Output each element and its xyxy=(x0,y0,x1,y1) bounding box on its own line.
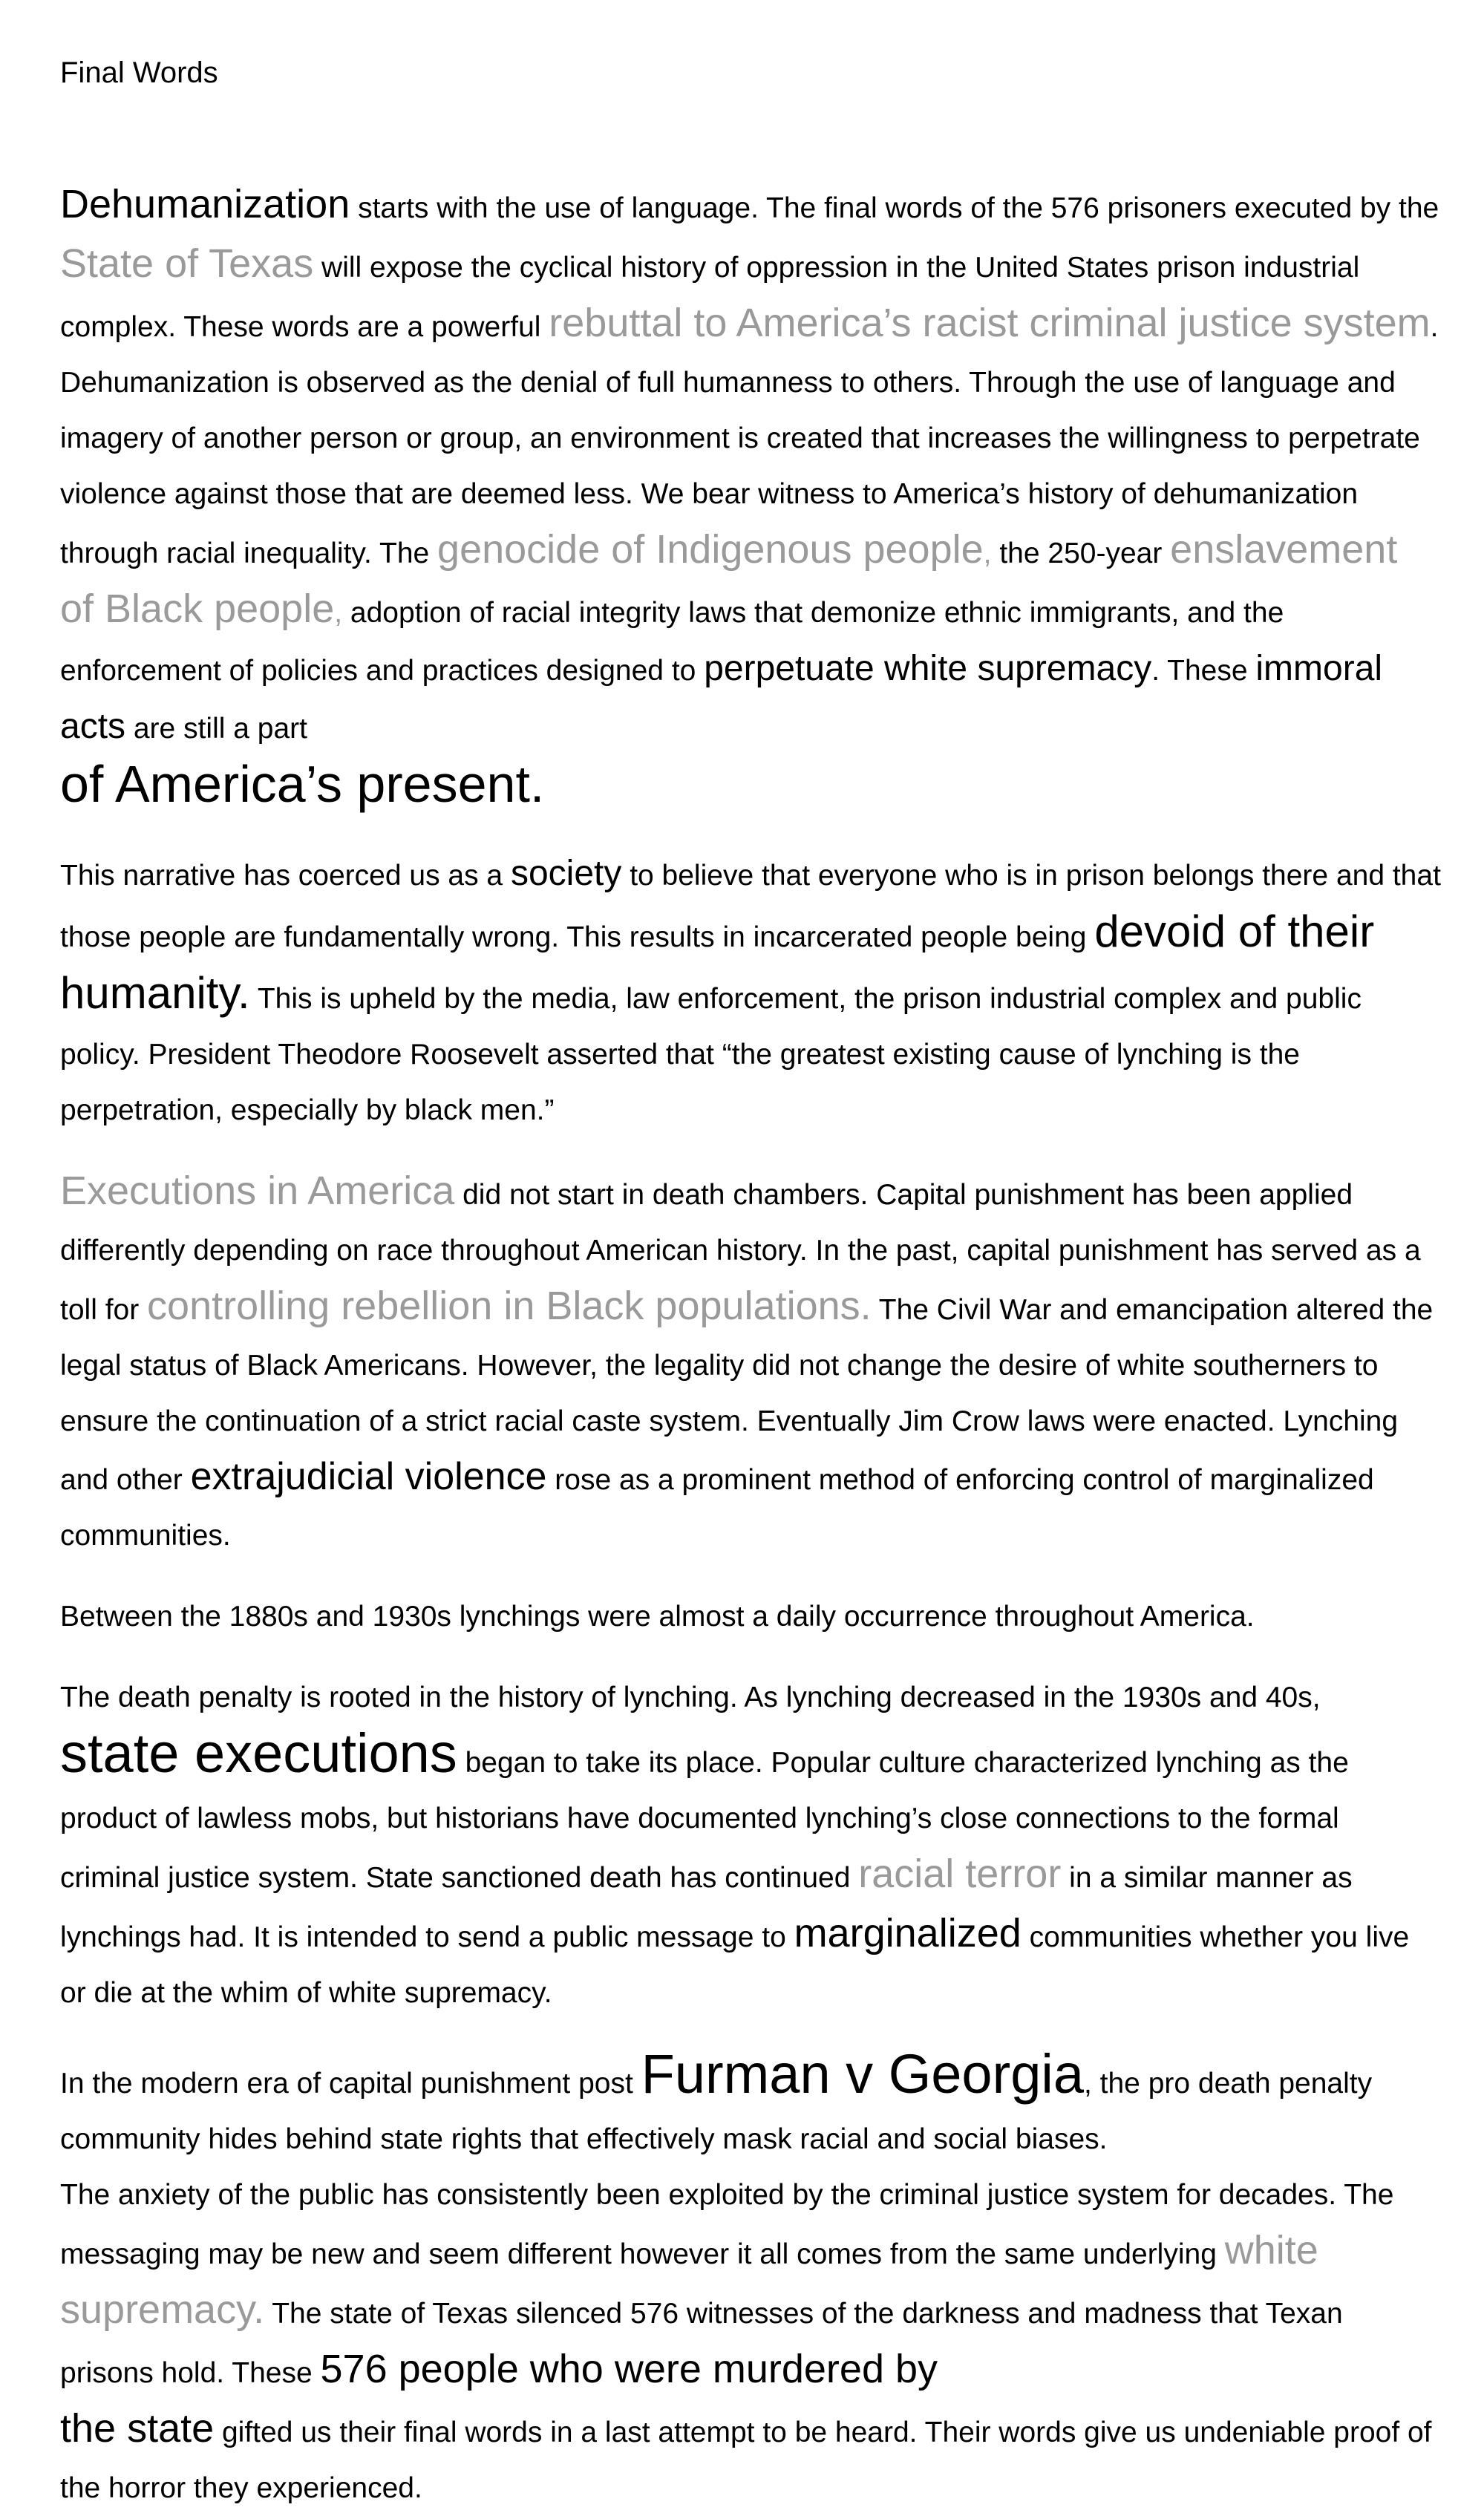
body-text-span: , the pro death penalty community hides behind state rights that effectively mask racial and social biases. xyxy=(60,2068,1373,2155)
essay-body xyxy=(60,177,1441,2516)
body-text-span: The death penalty is rooted in the history of lynching. As lynching decreased in the 1930s and 40s, xyxy=(60,1682,1321,1713)
emphasis-marginalized: marginalized xyxy=(794,1911,1022,1955)
emphasis-americas-present: of America’s present. xyxy=(60,755,545,813)
emphasis-state-executions: state executions xyxy=(60,1722,457,1784)
emphasis-extrajudicial-violence: extrajudicial violence xyxy=(190,1455,547,1498)
emphasis-executions-in-america: Executions in America xyxy=(60,1169,455,1213)
emphasis-white-supremacy: perpetuate white supremacy xyxy=(704,649,1152,688)
body-text-span: Between the 1880s and 1930s lynchings were almost a daily occurrence throughout America. xyxy=(60,1601,1255,1633)
body-text-span: In the modern era of capital punishment post xyxy=(60,2068,641,2100)
body-text-span: to believe that everyone who is in prison belongs there and that those people are fundamentally wrong. This results in incarcerated people being xyxy=(60,860,1441,953)
emphasis-devoid-of-humanity: devoid of their humanity. xyxy=(60,906,1375,1018)
page-title: Final Words xyxy=(60,56,218,89)
body-text-span: The anxiety of the public has consistently been exploited by the criminal justice system for decades. The messaging may be new and seem different however it all comes from the same underlying xyxy=(60,2179,1394,2270)
paragraph-executions xyxy=(60,1163,1441,1563)
punctuation-span: , xyxy=(334,597,343,629)
paragraph-society xyxy=(60,846,1441,1138)
emphasis-enslavement: enslavement of Black people xyxy=(60,527,1398,631)
emphasis-576-people: 576 people who were murdered by xyxy=(320,2347,938,2391)
body-text-span: The Civil War and emancipation altered the legal status of Black Americans. However, the legality did not change the desire of white southerners to ensure the continuation of a strict racial caste system. Eventually Jim Crow laws were enacted. Lynching and other xyxy=(60,1294,1434,1496)
emphasis-society: society xyxy=(510,854,622,893)
paragraph-death-penalty xyxy=(60,1670,1441,2021)
body-text-span: rose as a prominent method of enforcing control of marginalized communities. xyxy=(60,1464,1374,1552)
body-text-span: communities whether you live or die at the whim of white supremacy. xyxy=(60,1921,1410,2009)
body-text-span: did not start in death chambers. Capital punishment has been applied differently depending on race throughout American history. In the past, capital punishment has served as a toll for xyxy=(60,1179,1421,1326)
emphasis-white-supremacy-gray: white supremacy. xyxy=(60,2228,1318,2332)
paragraph-modern-era xyxy=(60,2043,1441,2167)
body-text-span: This narrative has coerced us as a xyxy=(60,860,511,892)
paragraph-lynchings xyxy=(60,1589,1441,1644)
body-text-span: The state of Texas silenced 576 witnesses of the darkness and madness that Texan prisons hold. These xyxy=(60,2298,1343,2389)
body-text-span: adoption of racial integrity laws that demonize ethnic immigrants, and the enforcement of policies and practices designed to xyxy=(60,597,1284,687)
emphasis-racist-justice-system: rebuttal to America’s racist criminal justice system xyxy=(549,301,1431,345)
body-text-span: starts with the use of language. The final words of the 576 prisoners executed by the xyxy=(350,192,1439,224)
emphasis-immoral-acts: immoral acts xyxy=(60,649,1383,746)
emphasis-furman-v-georgia: Furman v Georgia xyxy=(641,2043,1084,2105)
body-text-span: in a similar manner as lynchings had. It is intended to send a public message to xyxy=(60,1862,1353,1953)
body-text-span: . Dehumanization is observed as the denial of full humanness to others. Through the use of language and imagery of another person or group, an environment is created that increases the willingness to perpetrate violence against those that are deemed less. We bear witness to America’s history of dehumanization through racial inequality. The xyxy=(60,311,1439,569)
emphasis-racial-terror: racial terror xyxy=(858,1852,1062,1896)
body-text-span: gifted us their final words in a last attempt to be heard. Their words give us undeniable proof of the horror they experienced. xyxy=(60,2417,1432,2504)
emphasis-dehumanization: Dehumanization xyxy=(60,182,350,226)
body-text-span: This is upheld by the media, law enforcement, the prison industrial complex and public policy. President Theodore Roosevelt asserted that “the greatest existing cause of lynching is the perpetration, especially by black men.” xyxy=(60,983,1362,1126)
body-text-span: will expose the cyclical history of oppression in the United States prison industrial complex. These words are a powerful xyxy=(60,252,1360,343)
body-text-span: are still a part xyxy=(125,713,307,745)
emphasis-genocide: genocide of Indigenous people xyxy=(437,527,984,572)
emphasis-the-state: the state xyxy=(60,2406,215,2451)
body-text-span: began to take its place. Popular culture characterized lynching as the product of lawless mobs, but historians have documented lynching’s close connections to the formal criminal justice system. State sanctioned death has continued xyxy=(60,1747,1349,1894)
paragraph-dehumanization xyxy=(60,177,1441,820)
paragraph-anxiety xyxy=(60,2167,1441,2516)
emphasis-state-of-texas: State of Texas xyxy=(60,241,314,286)
punctuation-span: , xyxy=(983,537,992,569)
body-text-span: . These xyxy=(1151,655,1256,687)
body-text-span: the 250-year xyxy=(991,537,1171,569)
emphasis-controlling-rebellion: controlling rebellion in Black populations. xyxy=(147,1284,872,1328)
